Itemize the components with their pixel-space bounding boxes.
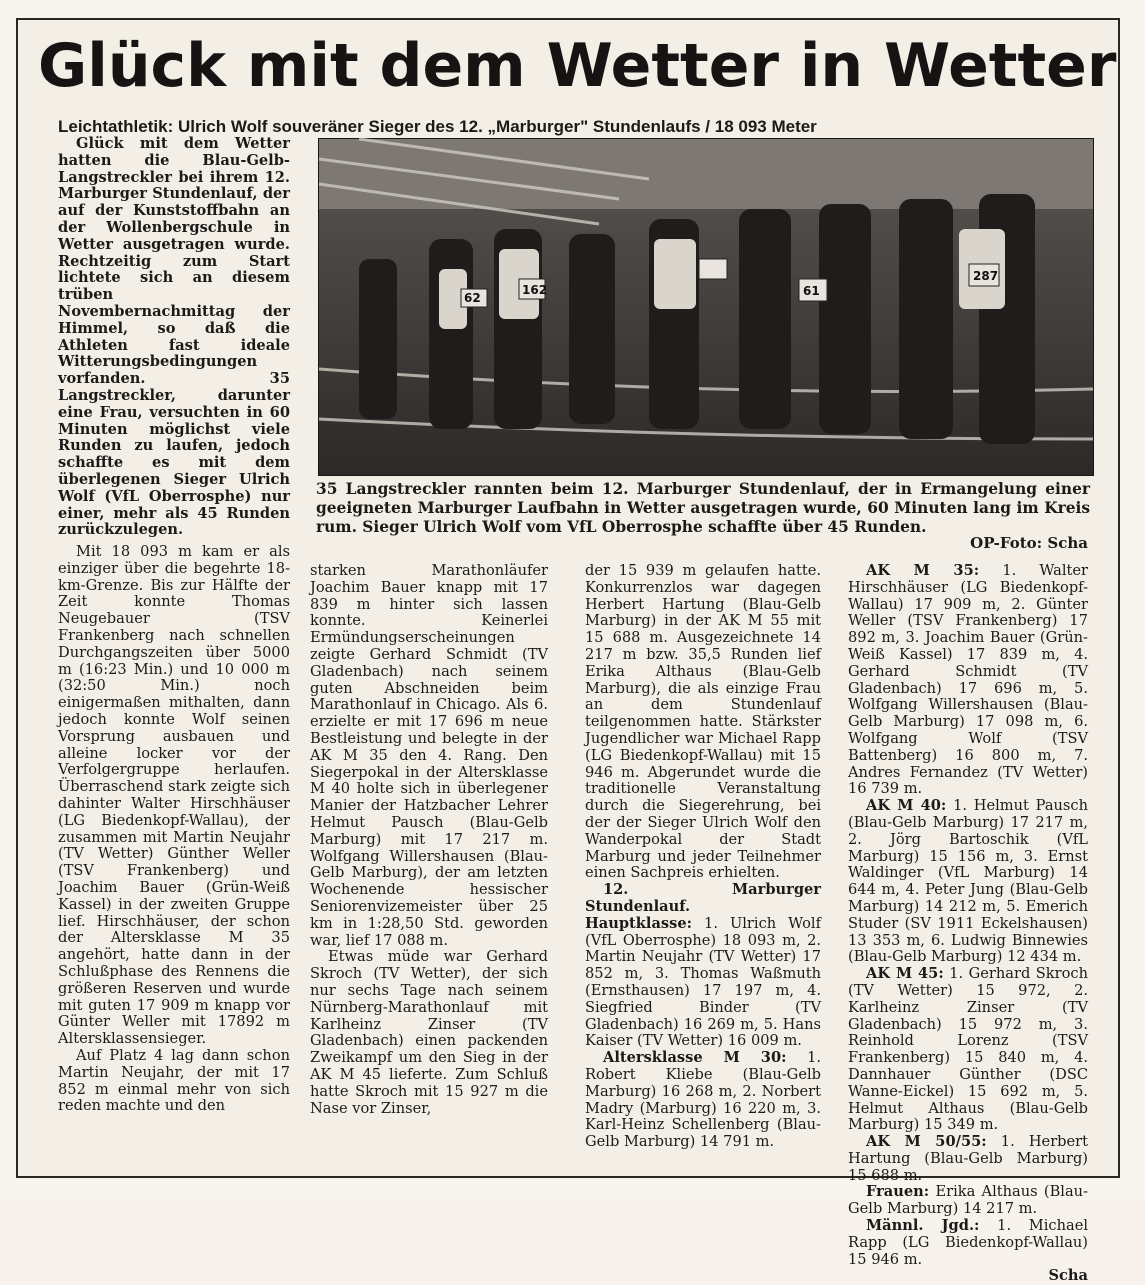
results-heading: Männl. Jgd.: bbox=[866, 1217, 980, 1235]
photo-credit: OP-Foto: Scha bbox=[970, 534, 1088, 552]
article-paragraph: Auf Platz 4 lag dann schon Martin Neujahr, der mit 17 852 m einmal mehr von sich reden machte und den bbox=[58, 1046, 290, 1115]
results-m50 bbox=[848, 1134, 1088, 1184]
article-paragraph: Mit 18 093 m kam er als einziger über die begehrte 18-km-Grenze. Bis zur Hälfte der Zeit konnte Thomas Neugebauer (TSV Frankenberg nach schnellen Durchgangszeiten über 5000 m (16:23 Min.) und 10 000 m (32:50 Min.) noch einigermaßen mithalten, dann jedoch konnte Wolf seinen Vorsprung ausbauen und alleine locker vor der Verfolgergruppe herlaufen. Überraschend stark zeigte sich dahinter Walter Hirschhäuser (LG Biedenkopf-Wallau), der zusammen mit Martin Neujahr (TV Wetter) Günther Weller (TSV Frankenberg) und Joachim Bauer (Grün-Weiß Kassel) in der zweiten Gruppe lief. Hirschhäuser, der schon der Altersklasse M 35 angehört, hatte dann in der Schlußphase des Rennens die größeren Reserven und wurde mit guten 17 909 m knapp vor Günter Weller mit 17892 m Altersklassensieger. bbox=[58, 543, 290, 1048]
article-paragraph: starken Marathonläufer Joachim Bauer knapp mit 17 839 m hinter sich lassen konnte. Keinerlei Ermündungserscheinungen zeigte Gerhard Schmidt (TV Gladenbach) nach seinem guten Abschneiden beim Marathonlauf in Chicago. Als 6. erzielte er mit 17 696 m neue Bestleistung und belegte in der AK M 35 den 4. Rang. Den Siegerpokal in der Altersklasse M 40 holte sich in überlegener Manier der Hatzbacher Lehrer Helmut Pausch (Blau-Gelb Marburg) mit 17 217 m. Wolfgang Willershausen (Blau-Gelb Marburg), der am letzten Wochenende hessischer Seniorenvizemeister über 25 km in 1:28,50 Std. geworden war, lief 17 088 m. bbox=[310, 562, 548, 949]
photo-caption: 35 Langstreckler rannten beim 12. Marburger Stundenlauf, der in Ermangelung einer geeigneten Marburger Laufbahn in Wetter ausgetragen wurde, 60 Minuten lang im Kreis rum. Sieger Ulrich Wolf vom VfL Oberrosphe schaffte über 45 Runden. bbox=[316, 480, 1090, 536]
results-hauptklasse bbox=[585, 916, 821, 1050]
results-block bbox=[585, 882, 821, 1151]
results-jugend bbox=[848, 1218, 1088, 1268]
results-text: 1. Walter Hirschhäuser (LG Biedenkopf-Wallau) 17 909 m, 2. Günter Weller (TSV Frankenberg) 17 892 m, 3. Joachim Bauer (Grün-Weiß Kassel) 17 839 m, 4. Gerhard Schmidt (TV Gladenbach) 17 696 m, 5. Wolfgang Willershausen (Blau-Gelb Marburg) 17 098 m, 6. Wolfgang Wolf (TSV Battenberg) 16 800 m, 7. Andres Fernandez (TV Wetter) 16 739 m. bbox=[848, 562, 1088, 798]
bib-number: 287 bbox=[973, 269, 999, 283]
author-signoff: Scha bbox=[1048, 1267, 1088, 1285]
article-column-2 bbox=[310, 563, 548, 1163]
results-heading: AK M 35: bbox=[866, 562, 980, 579]
results-text: 1. Gerhard Skroch (TV Wetter) 15 972, 2. Karlheinz Zinser (TV Gladenbach) 15 972 m, 3. Reinhold Lorenz (TSV Frankenberg) 15 840 m, 4. Dannhauer Günther (DSC Wanne-Eickel) 15 692 m, 5. Helmut Althaus (Blau-Gelb Marburg) 15 349 m. bbox=[848, 965, 1088, 1134]
article-paragraph: Etwas müde war Gerhard Skroch (TV Wetter), der sich nur sechs Tage nach seinem Nürnberg-Marathonlauf mit Karlheinz Zinser (TV Gladenbach) einen packenden Zweikampf um den Sieg in der AK M 45 lieferte. Zum Schluß hatte Skroch mit 15 927 m die Nase vor Zinser, bbox=[310, 948, 548, 1117]
article-column-4 bbox=[848, 562, 1089, 1285]
headline: Glück mit dem Wetter in Wetter bbox=[38, 31, 1117, 101]
article-paragraph: der 15 939 m gelaufen hatte. Konkurrenzlos war dagegen Herbert Hartung (Blau-Gelb Marburg) in der AK M 55 mit 15 688 m. Ausgezeichnete 14 217 m bzw. 35,5 Runden lief Erika Althaus (Blau-Gelb Marburg), die als einzige Frau an dem Stundenlauf teilgenommen hatte. Stärkster Jugendlicher war Michael Rapp (LG Biedenkopf-Wallau) mit 15 946 m. Abgerundet wurde die traditionelle Veranstaltung durch die Siegerehrung, bei der der Sieger Ulrich Wolf den Wanderpokal der Stadt Marburg und jeder Teilnehmer einen Sachpreis erhielten. bbox=[585, 562, 821, 882]
results-text: 1. Helmut Pausch (Blau-Gelb Marburg) 17 217 m, 2. Jörg Bartoschik (VfL Marburg) 15 156 m, 3. Ernst Waldinger (VfL Marburg) 14 644 m, 4. Peter Jung (Blau-Gelb Marburg) 14 212 m, 5. Emerich Studer (SV 1911 Eckelshausen) 13 353 m, 6. Ludwig Binnewies (Blau-Gelb Marburg) 12 434 m. bbox=[848, 797, 1088, 966]
lead-text: Glück mit dem Wetter hatten die Blau-Gelb-Langstreckler bei ihrem 12. Marburger Stundenlauf, der auf der Kunststoffbahn an der Wollenbergschule in Wetter ausgetragen wurde. Rechtzeitig zum Start lichtete sich an diesem trüben Novembernachmittag der Himmel, so daß die Athleten fast ideale Witterungsbedingungen vorfanden. 35 Langstreckler, darunter eine Frau, versuchten in 60 Minuten möglichst viele Runden zu laufen, jedoch schaffte es mit dem überlegenen Sieger Ulrich Wolf (VfL Oberrosphe) nur einer, mehr als 45 Runden zurückzulegen. bbox=[58, 135, 290, 539]
results-heading: Altersklasse M 30: bbox=[603, 1049, 787, 1067]
runners-photo-illustration bbox=[319, 139, 1093, 475]
runners-photo bbox=[318, 138, 1094, 476]
bib-number: 61 bbox=[803, 284, 820, 298]
subheadline: Leichtathletik: Ulrich Wolf souveräner Sieger des 12. „Marburger" Stundenlaufs / 18 093 Meter bbox=[58, 117, 817, 136]
results-m45 bbox=[848, 966, 1088, 1134]
lead-paragraph bbox=[58, 136, 290, 546]
results-text: 1. Michael Rapp (LG Biedenkopf-Wallau) 15 946 m. bbox=[848, 1217, 1088, 1268]
results-m30 bbox=[585, 1050, 821, 1151]
article-column-1 bbox=[58, 544, 290, 1164]
results-text: 1. Herbert Hartung (Blau-Gelb Marburg) 15 688 m. bbox=[848, 1133, 1088, 1184]
results-text: Erika Althaus (Blau-Gelb Marburg) 14 217 m. bbox=[848, 1183, 1089, 1218]
article-column-3 bbox=[585, 563, 821, 1163]
results-text: 1. Robert Kliebe (Blau-Gelb Marburg) 16 268 m, 2. Norbert Madry (Marburg) 16 220 m, 3. Karl-Heinz Schellenberg (Blau-Gelb Marburg) 14 791 m. bbox=[585, 1049, 822, 1151]
results-heading: Hauptklasse: bbox=[585, 914, 693, 932]
results-heading: Frauen: bbox=[866, 1183, 930, 1201]
results-heading: AK M 50/55: bbox=[866, 1133, 987, 1151]
results-text: 1. Ulrich Wolf (VfL Oberrosphe) 18 093 m, 2. Martin Neujahr (TV Wetter) 17 852 m, 3. Thomas Waßmuth (Ernsthausen) 17 197 m, 4. Siegfried Binder (TV Gladenbach) 16 269 m, 5. Hans Kaiser (TV Wetter) 16 009 m. bbox=[585, 914, 821, 1050]
results-m35 bbox=[848, 563, 1088, 798]
results-heading: AK M 40: bbox=[866, 797, 947, 815]
results-frauen bbox=[848, 1184, 1088, 1218]
results-title: 12. Marburger Stundenlauf. bbox=[585, 881, 821, 915]
results-m40 bbox=[848, 798, 1088, 966]
bib-number: 62 bbox=[464, 291, 481, 305]
results-heading: AK M 45: bbox=[866, 965, 944, 983]
bib-number: 162 bbox=[522, 283, 548, 297]
results-block bbox=[848, 563, 1088, 1285]
